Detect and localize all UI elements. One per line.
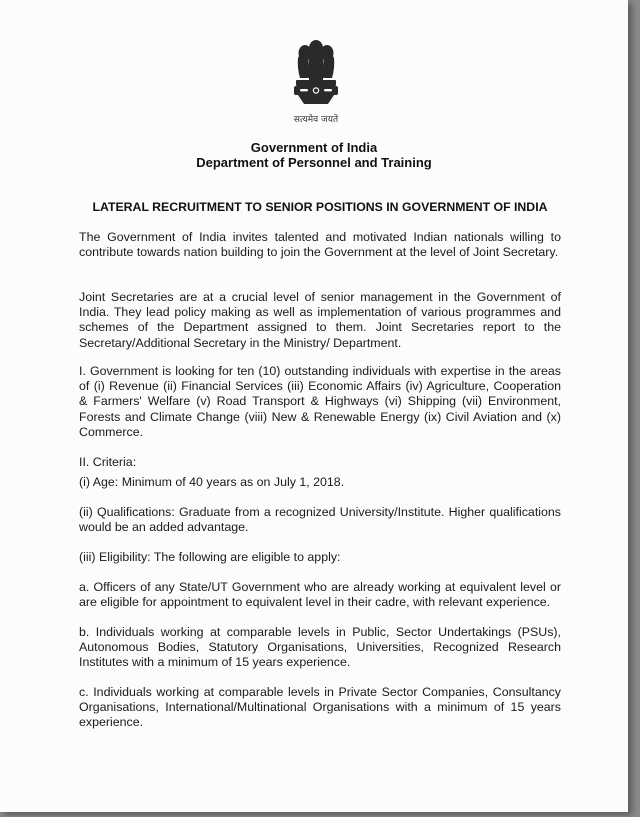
paragraph-criteria-heading: II. Criteria: xyxy=(79,455,137,469)
paragraph-intro: The Government of India invites talented and motivated Indian nationals willing to contribute towards nation building to join the Government at the level of Joint Secretary. xyxy=(79,230,561,260)
document-title: LATERAL RECRUITMENT TO SENIOR POSITIONS IN GOVERNMENT OF INDIA xyxy=(92,200,548,214)
paragraph-eligibility-a: a. Officers of any State/UT Government who are already working at equivalent level or are eligible for appointment to equivalent level in their cadre, with relevant experience. xyxy=(79,580,561,610)
paragraph-age: (i) Age: Minimum of 40 years as on July 1, 2018. xyxy=(79,475,345,489)
paragraph-joint-secretaries: Joint Secretaries are at a crucial level of senior management in the Government of India. They lead policy making as well as implementation of various programmes and schemes of the Department assigned to them. Joint Secretaries report to the Secretary/Additional Secretary in the Ministry/ Department. xyxy=(79,290,561,350)
national-motto: सत्यमेव जयते xyxy=(293,115,339,125)
header-department: Department of Personnel and Training xyxy=(196,155,432,170)
paragraph-qualifications: (ii) Qualifications: Graduate from a recognized University/Institute. Higher qualifications would be an added advantage. xyxy=(79,505,561,535)
header-government: Government of India xyxy=(250,140,378,155)
paragraph-eligibility-b: b. Individuals working at comparable levels in Public, Sector Undertakings (PSUs), Autonomous Bodies, Statutory Organisations, Universities, Recognized Research Institutes with a minimum of 15 years experience. xyxy=(79,625,561,670)
paragraph-eligibility-c: c. Individuals working at comparable levels in Private Sector Companies, Consultancy Organisations, International/Multinational Organisations with a minimum of 15 years experience. xyxy=(79,685,561,730)
ashoka-lion-emblem-icon xyxy=(288,36,344,106)
paragraph-areas: I. Government is looking for ten (10) outstanding individuals with expertise in the areas of (i) Revenue (ii) Financial Services (iii) Economic Affairs (iv) Agriculture, Cooperation & Farmers' Welfare (v) Road Transport & Highways (vi) Shipping (vii) Environment, Forests and Climate Change (viii) New & Renewable Energy (ix) Civil Aviation and (x) Commerce. xyxy=(79,364,561,439)
paragraph-eligibility: (iii) Eligibility: The following are eligible to apply: xyxy=(79,550,341,564)
